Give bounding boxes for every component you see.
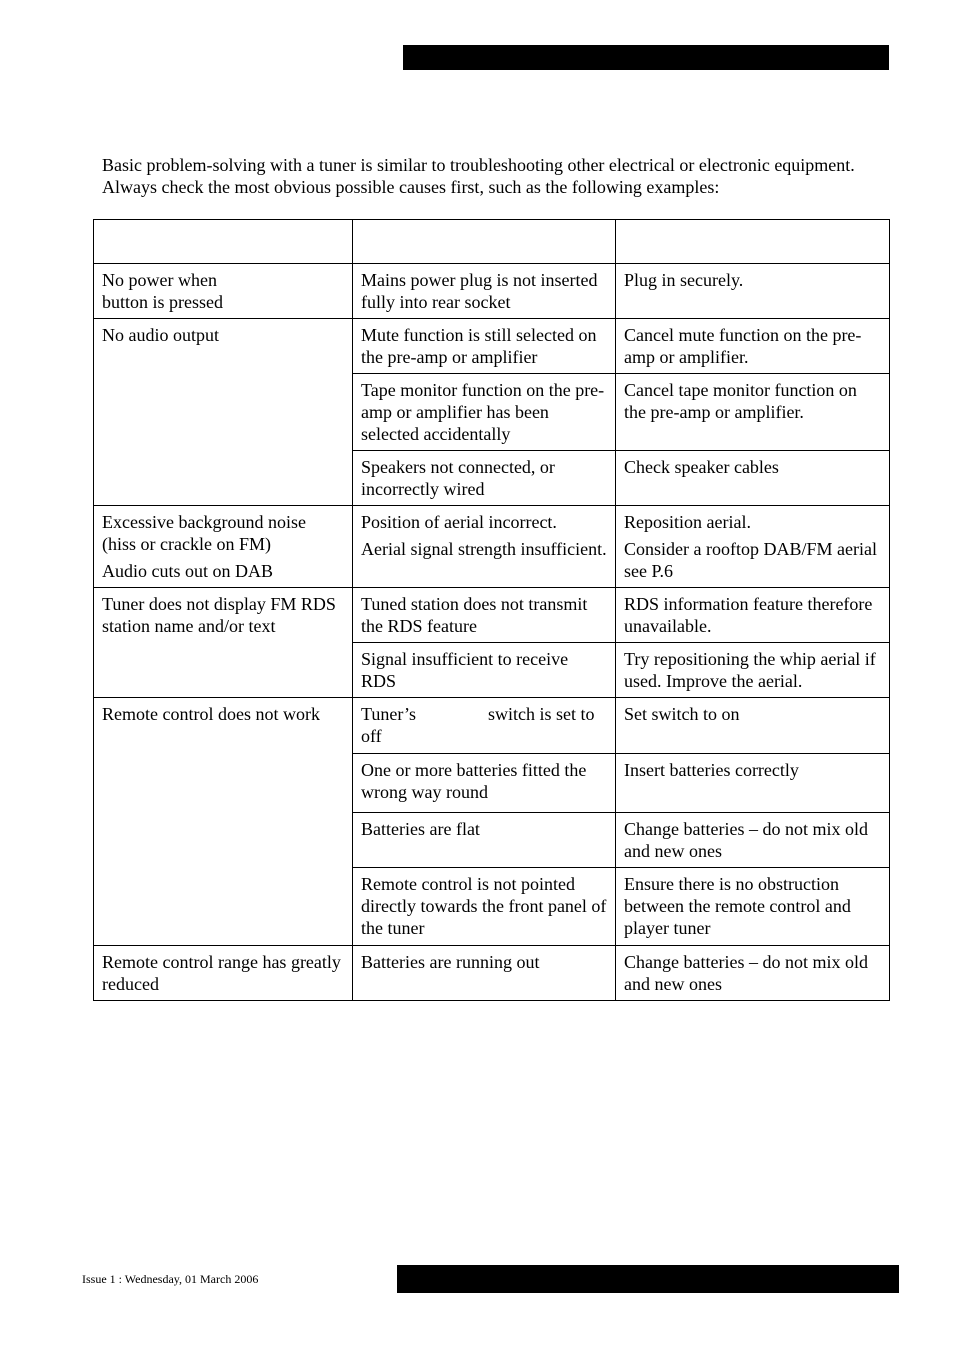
table-row [94, 946, 890, 1001]
symptom-cell [94, 946, 353, 1001]
symptom-text: No power when [102, 270, 217, 290]
symptom-text: Excessive background noise (hiss or crackle on FM) [102, 512, 306, 554]
cause-text: Remote control is not pointed directly towards the front panel of the tuner [361, 874, 607, 938]
symptom-cell [94, 264, 353, 319]
cause-cell [353, 946, 616, 1001]
cause-cell [353, 451, 616, 506]
cause-cell [353, 643, 616, 698]
remedy-text: Change batteries – do not mix old and new ones [624, 952, 868, 994]
cause-cell [353, 813, 616, 868]
intro-paragraph: Basic problem-solving with a tuner is similar to troubleshooting other electrical or electronic equipment. Always check the most obvious possible causes first, such as the following examples: [102, 155, 855, 197]
symptom-cell [94, 588, 353, 698]
symptom-cell [94, 506, 353, 588]
remedy-text: Cancel tape monitor function on the pre-amp or amplifier. [624, 380, 857, 422]
remedy-cell [616, 698, 890, 754]
table-row [94, 506, 890, 588]
cause-cell [353, 754, 616, 813]
remedy-cell [616, 643, 890, 698]
cause-text: Tuned station does not transmit the RDS feature [361, 594, 588, 636]
cause-cell [353, 698, 616, 754]
remedy-text: Plug in securely. [624, 270, 744, 290]
remedy-text: Check speaker cables [624, 457, 779, 477]
table-row [94, 264, 890, 319]
symptom-cell [94, 319, 353, 506]
symptom-text: Audio cuts out on DAB [102, 561, 273, 581]
header-symptom [94, 220, 353, 264]
remedy-text: Insert batteries correctly [624, 760, 799, 780]
cause-cell [353, 868, 616, 946]
table-row [94, 588, 890, 643]
symptom-cell [94, 698, 353, 946]
remedy-cell [616, 754, 890, 813]
remedy-text: RDS information feature therefore unavailable. [624, 594, 873, 636]
cause-text: Tuner’s switch is set to off [361, 704, 595, 746]
remedy-text: Try repositioning the whip aerial if used. Improve the aerial. [624, 649, 876, 691]
footer-issue-date: Issue 1 : Wednesday, 01 March 2006 [82, 1272, 259, 1286]
remedy-text: Consider a rooftop DAB/FM aerial see P.6 [624, 539, 877, 581]
remedy-cell [616, 451, 890, 506]
remedy-text: Set switch to on [624, 704, 740, 724]
symptom-text: Tuner does not display FM RDS station name and/or text [102, 594, 336, 636]
remedy-text: Change batteries – do not mix old and new ones [624, 819, 868, 861]
cause-text: Batteries are running out [361, 952, 540, 972]
cause-text: Signal insufficient to receive RDS [361, 649, 569, 691]
remedy-cell [616, 319, 890, 374]
cause-cell [353, 319, 616, 374]
remedy-cell [616, 946, 890, 1001]
table-row [94, 698, 890, 754]
remedy-cell [616, 264, 890, 319]
remedy-text: Ensure there is no obstruction between the remote control and player tuner [624, 874, 851, 938]
cause-cell [353, 506, 616, 588]
header-remedy [616, 220, 890, 264]
table-row [94, 319, 890, 374]
cause-text: Speakers not connected, or incorrectly wired [361, 457, 555, 499]
cause-text: Mute function is still selected on the pre-amp or amplifier [361, 325, 597, 367]
remedy-cell [616, 374, 890, 451]
remedy-cell [616, 813, 890, 868]
troubleshooting-table [93, 219, 890, 1001]
footer-bar [397, 1265, 899, 1293]
cause-cell [353, 264, 616, 319]
symptom-text: Remote control range has greatly reduced [102, 952, 341, 994]
symptom-text: Remote control does not work [102, 704, 320, 724]
table-header-row [94, 220, 890, 264]
cause-text: Batteries are flat [361, 819, 480, 839]
remedy-cell [616, 868, 890, 946]
cause-text: Tape monitor function on the pre-amp or amplifier has been selected accidentally [361, 380, 605, 444]
remedy-text: Cancel mute function on the pre-amp or amplifier. [624, 325, 862, 367]
header-bar [403, 45, 889, 70]
symptom-text: button is pressed [102, 292, 223, 312]
cause-cell [353, 374, 616, 451]
remedy-cell [616, 588, 890, 643]
cause-cell [353, 588, 616, 643]
cause-text: Position of aerial incorrect. [361, 512, 557, 532]
cause-text: Mains power plug is not inserted fully into rear socket [361, 270, 598, 312]
cause-text: Aerial signal strength insufficient. [361, 539, 607, 559]
cause-text: One or more batteries fitted the wrong way round [361, 760, 587, 802]
symptom-text: No audio output [102, 325, 219, 345]
remedy-text: Reposition aerial. [624, 512, 751, 532]
remedy-cell [616, 506, 890, 588]
header-cause [353, 220, 616, 264]
